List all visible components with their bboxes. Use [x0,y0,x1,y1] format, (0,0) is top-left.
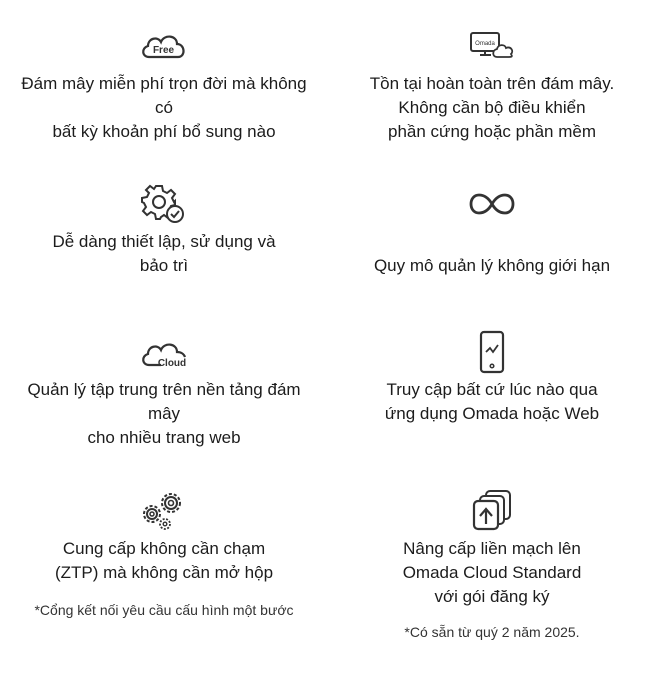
free-cloud-icon [139,30,189,62]
feature-central-management [0,320,328,480]
free-label: Free [152,45,175,56]
feature-title: Cung cấp không cần chạm (ZTP) mà không cần mở hộp [54,539,274,582]
feature-omada-cloud [328,0,656,170]
cloud-label: Cloud [157,358,187,369]
feature-upgrade [328,480,656,700]
feature-note: *Có sẵn từ quý 2 năm 2025. [404,624,580,640]
omada-cloud-icon [467,30,517,62]
feature-note: *Cổng kết nối yêu cầu cấu hình một bước [34,602,294,618]
feature-unlimited-scale [328,170,656,320]
feature-free-cloud [0,0,328,170]
gears-icon [141,490,187,532]
feature-title: Đám mây miễn phí trọn đời mà không có bất kỳ khoản phí bổ sung nào [21,74,307,141]
feature-title: Truy cập bất cứ lúc nào qua ứng dụng Omada hoặc Web [384,380,600,423]
feature-ztp [0,480,328,700]
feature-title: Quy mô quản lý không giới hạn [373,256,611,275]
cloud-icon [139,338,189,370]
feature-title: Tồn tại hoàn toàn trên đám mây. Không cần bộ điều khiển phần cứng hoặc phần mềm [369,74,615,141]
feature-title: Quản lý tập trung trên nền tảng đám mây cho nhiều trang web [27,380,301,447]
feature-easy-setup [0,170,328,320]
feature-title: Dễ dàng thiết lập, sử dụng và bảo trì [52,232,276,275]
omada-label: Omada [475,41,495,47]
gear-check-icon [141,184,187,224]
feature-remote-access [328,320,656,480]
phone-icon [477,330,507,374]
infinity-icon [468,192,516,216]
feature-title: Nâng cấp liền mạch lên Omada Cloud Standard với gói đăng ký [402,539,582,606]
upgrade-icon [470,488,514,534]
